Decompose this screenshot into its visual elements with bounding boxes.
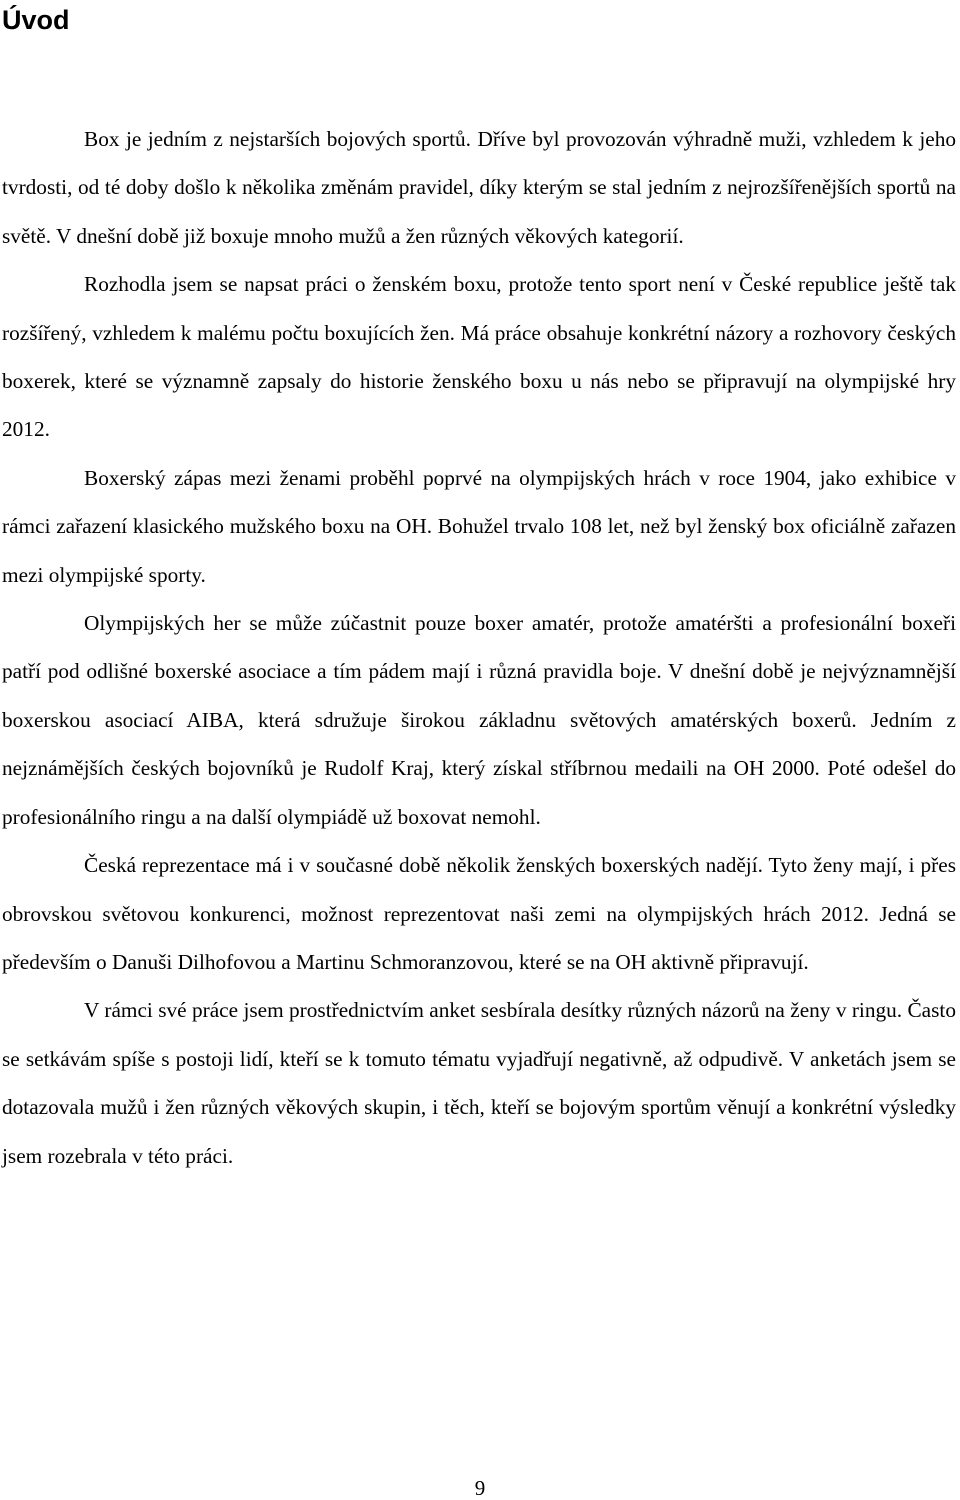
paragraph: Box je jedním z nejstarších bojových sportů. Dříve byl provozován výhradně muži, vzhledem k jeho tvrdosti, od té doby došlo k několika změnám pravidel, díky kterým se stal jedním z nejrozšířenějších sportů na světě. V dnešní době již boxuje mnoho mužů a žen různých věkových kategorií.	[2, 127, 956, 248]
page-number: 9	[474, 1476, 486, 1500]
page-title: Úvod	[2, 5, 70, 35]
body-text	[2, 115, 956, 1180]
paragraph: Česká reprezentace má i v současné době několik ženských boxerských nadějí. Tyto ženy mají, i přes obrovskou světovou konkurenci, možnost reprezentovat naši zemi na olympijských hrách 2012. Jedná se především o Danuši Dilhofovou a Martinu Schmoranzovou, které se na OH aktivně připravují.	[2, 853, 956, 974]
paragraph: Olympijských her se může zúčastnit pouze boxer amatér, protože amatéršti a profesionální boxeři patří pod odlišné boxerské asociace a tím pádem mají i různá pravidla boje. V dnešní době je nejvýznamnější boxerskou asociací AIBA, která sdružuje širokou základnu světových amatérských boxerů. Jedním z nejznámějších českých bojovníků je Rudolf Kraj, který získal stříbrnou medaili na OH 2000. Poté odešel do profesionálního ringu a na další olympiádě už boxovat nemohl.	[2, 611, 956, 829]
paragraph: Rozhodla jsem se napsat práci o ženském boxu, protože tento sport není v České republice ještě tak rozšířený, vzhledem k malému počtu boxujících žen. Má práce obsahuje konkrétní názory a rozhovory českých boxerek, které se významně zapsaly do historie ženského boxu u nás nebo se připravují na olympijské hry 2012.	[2, 272, 956, 442]
paragraph: V rámci své práce jsem prostřednictvím anket sesbírala desítky různých názorů na ženy v ringu. Často se setkávám spíše s postoji lidí, kteří se k tomuto tématu vyjadřují negativně, až odpudivě. V anketách jsem se dotazovala mužů i žen různých věkových skupin, i těch, kteří se bojovým sportům věnují a konkrétní výsledky jsem rozebrala v této práci.	[2, 998, 956, 1168]
paragraph: Boxerský zápas mezi ženami proběhl poprvé na olympijských hrách v roce 1904, jako exhibice v rámci zařazení klasického mužského boxu na OH. Bohužel trvalo 108 let, než byl ženský box oficiálně zařazen mezi olympijské sporty.	[2, 465, 956, 587]
